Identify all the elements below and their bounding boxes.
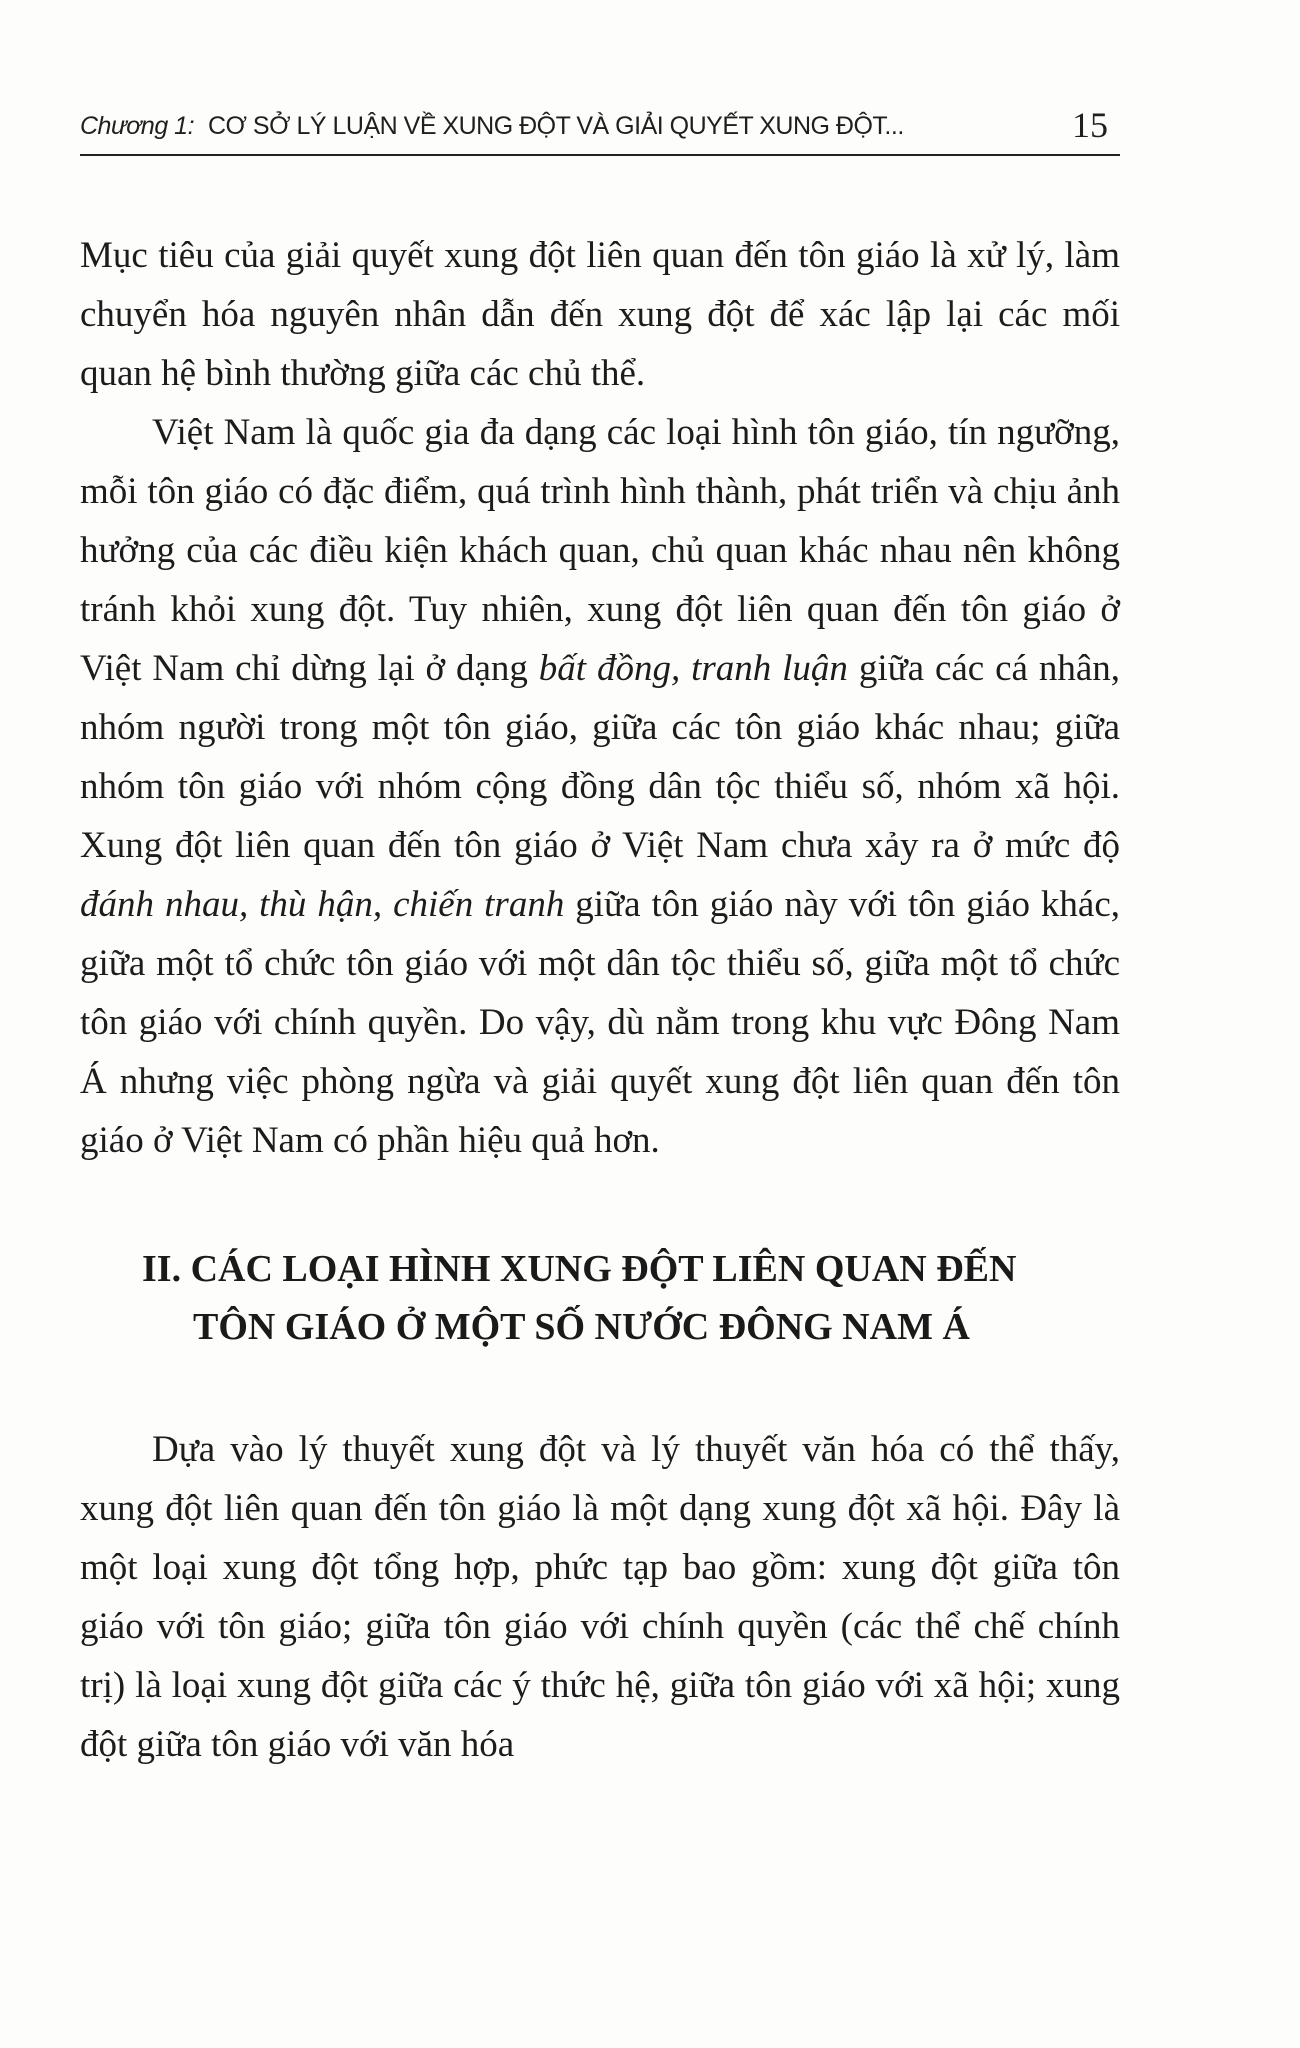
- italic-phrase: đánh nhau, thù hận, chiến tranh: [80, 884, 565, 925]
- chapter-label: Chương 1:: [80, 112, 195, 140]
- page-number: 15: [1072, 105, 1108, 145]
- paragraph-text: Dựa vào lý thuyết xung đột và lý thuyết văn hóa có thể thấy, xung đột liên quan đến tôn giáo là một dạng xung đột xã hội. Đây là một loại xung đột tổng hợp, phức tạp bao gồm: xung đột giữa tôn giáo với tôn giáo; giữa tôn giáo với chính quyền (các thể chế chính trị) là loại xung đột giữa các ý thức hệ, giữa tôn giáo với xã hội; xung đột giữa tôn giáo với văn hóa: [80, 1429, 1120, 1765]
- paragraph-text: giữa các cá nhân, nhóm người trong một tôn giáo, giữa các tôn giáo khác nhau; giữa nhóm tôn giáo với nhóm cộng đồng dân tộc thiểu số, nhóm xã hội. Xung đột liên quan đến tôn giáo ở Việt Nam chưa xảy ra ở mức độ: [80, 648, 1120, 866]
- paragraph-text: Việt Nam là quốc gia đa dạng các loại hình tôn giáo, tín ngưỡng, mỗi tôn giáo có đặc điểm, quá trình hình thành, phát triển và chịu ảnh hưởng của các điều kiện khách quan, chủ quan khác nhau nên không tránh khỏi xung đột. Tuy nhiên, xung đột liên quan đến tôn giáo ở Việt Nam chỉ dừng lại ở dạng: [80, 412, 1120, 689]
- section-heading-line-1: II. CÁC LOẠI HÌNH XUNG ĐỘT LIÊN QUAN ĐẾN: [142, 1248, 1017, 1290]
- body-text: [80, 226, 1120, 1774]
- italic-phrase: bất đồng, tranh luận: [538, 648, 848, 689]
- paragraph-text: Mục tiêu của giải quyết xung đột liên quan đến tôn giáo là xử lý, làm chuyển hóa nguyên nhân dẫn đến xung đột để xác lập lại các mối quan hệ bình thường giữa các chủ thể.: [80, 235, 1120, 394]
- paragraph-1: [80, 226, 1120, 403]
- chapter-title: CƠ SỞ LÝ LUẬN VỀ XUNG ĐỘT VÀ GIẢI QUYẾT XUNG ĐỘT...: [208, 112, 904, 140]
- running-header: [80, 104, 1120, 156]
- section-heading: [80, 1240, 1120, 1356]
- paragraph-2: [80, 403, 1120, 1170]
- section-heading-line-2: TÔN GIÁO Ở MỘT SỐ NƯỚC ĐÔNG NAM Á: [193, 1306, 970, 1348]
- paragraph-text: giữa tôn giáo này với tôn giáo khác, giữa một tổ chức tôn giáo với một dân tộc thiểu số, giữa một tổ chức tôn giáo với chính quyền. Do vậy, dù nằm trong khu vực Đông Nam Á nhưng việc phòng ngừa và giải quyết xung đột liên quan đến tôn giáo ở Việt Nam có phần hiệu quả hơn.: [80, 884, 1120, 1161]
- paragraph-3: [80, 1420, 1120, 1774]
